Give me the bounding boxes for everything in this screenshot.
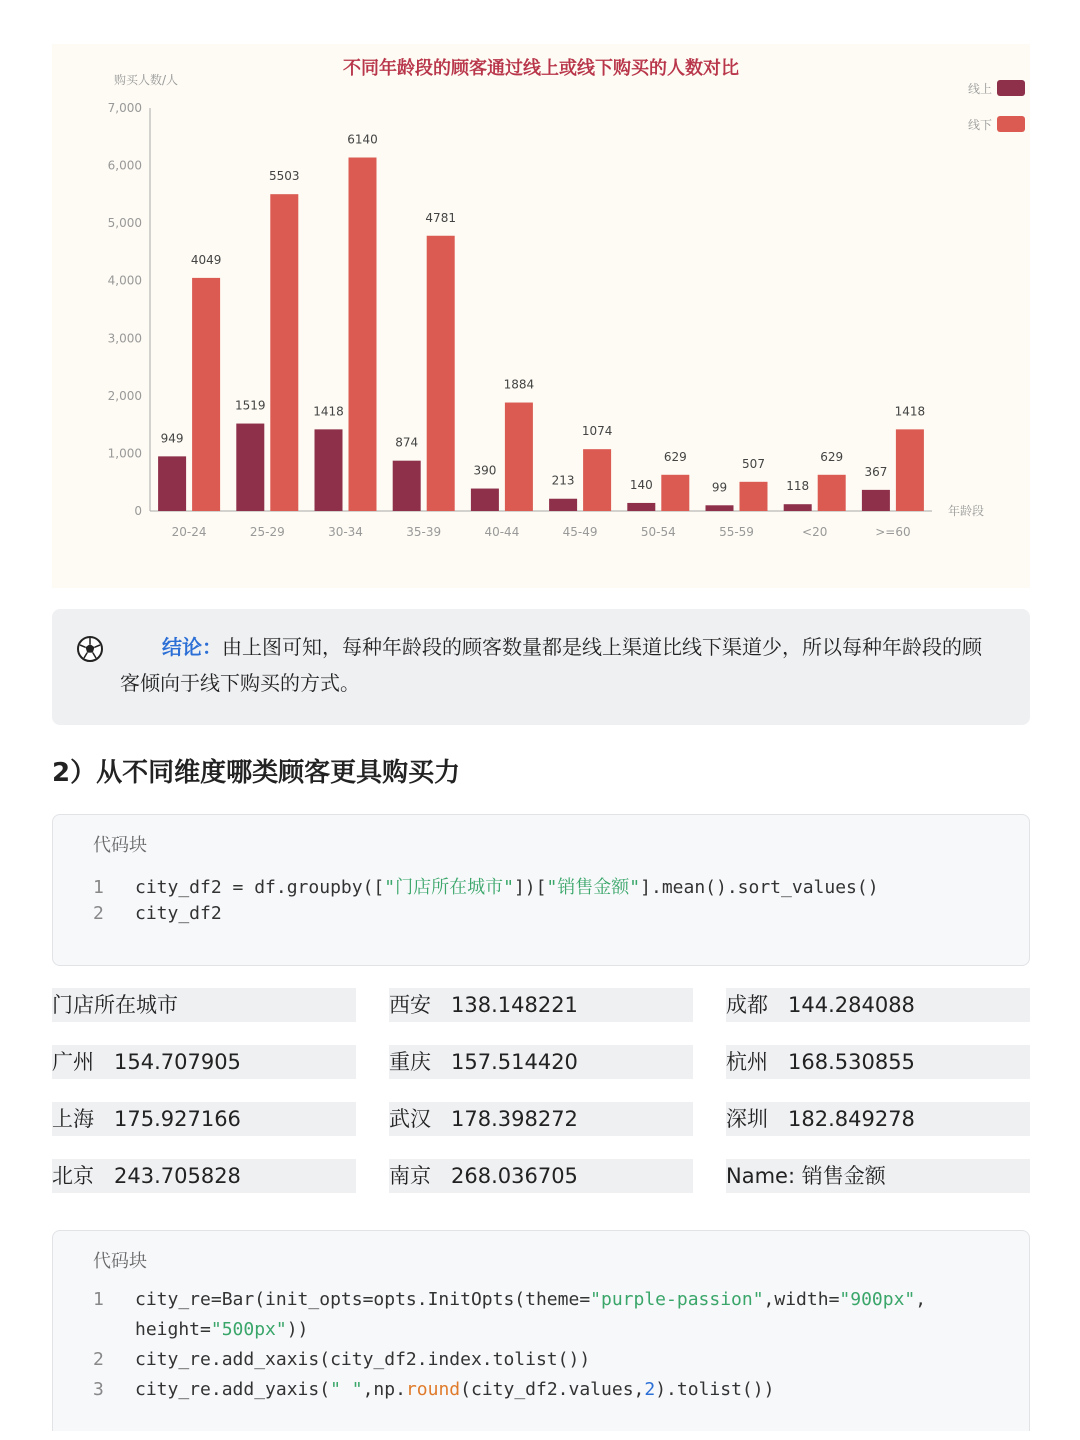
bar-offline (740, 482, 768, 511)
data-label: 874 (395, 435, 419, 450)
code-line (93, 903, 222, 924)
output-value: 178.398272 (451, 1107, 578, 1131)
output-key: 门店所在城市 (52, 993, 178, 1017)
bar-offline (192, 278, 220, 511)
output-value: 182.849278 (788, 1107, 915, 1131)
data-label: 1418 (313, 404, 344, 419)
x-tick-label: 35-39 (406, 525, 442, 539)
x-axis-title: 年龄段 (948, 504, 985, 518)
code-block-1 (52, 814, 1030, 966)
x-tick-label: 40-44 (484, 525, 520, 539)
code-block-title: 代码块 (93, 835, 147, 856)
data-label: 118 (786, 479, 810, 494)
y-axis-title: 购买人数/人 (114, 73, 179, 87)
data-label: 99 (711, 480, 728, 495)
output-cell (52, 1102, 356, 1136)
output-value: 138.148221 (451, 993, 578, 1017)
bar-online (158, 456, 186, 511)
y-tick-label: 2,000 (107, 388, 142, 403)
output-cell (389, 988, 693, 1022)
line-number: 1 (93, 877, 104, 898)
y-tick-label: 6,000 (107, 158, 142, 173)
bar-offline (661, 475, 689, 511)
output-key: 武汉 (389, 1107, 431, 1131)
output-cell (389, 1159, 693, 1193)
data-label: 1884 (503, 377, 535, 392)
output-cell (389, 1045, 693, 1079)
soccer-ball-icon (76, 635, 104, 663)
bar-online (471, 489, 499, 511)
conclusion-callout (52, 609, 1030, 725)
code-text: city_re.add_xaxis(city_df2.index.tolist()) (135, 1349, 591, 1370)
data-label: 1519 (235, 398, 266, 413)
x-tick-label: 55-59 (719, 525, 754, 539)
conclusion-label: 结论： (162, 635, 222, 659)
chart-title: 不同年龄段的顾客通过线上或线下购买的人数对比 (343, 58, 739, 79)
output-key: 广州 (52, 1050, 94, 1074)
data-label: 1418 (894, 404, 926, 419)
y-tick-label: 0 (134, 504, 142, 518)
code-line (93, 1289, 926, 1310)
chart-legend (968, 80, 1025, 132)
output-value: 175.927166 (114, 1107, 241, 1131)
output-cell (726, 1045, 1030, 1079)
x-tick-label: 20-24 (171, 525, 207, 539)
bar-online (784, 504, 812, 511)
code-line (93, 873, 879, 899)
x-tick-label: >=60 (875, 525, 911, 539)
x-tick-label: 25-29 (249, 525, 285, 539)
output-value: 168.530855 (788, 1050, 915, 1074)
output-key: Name: 销售金额 (726, 1164, 886, 1188)
chart-bars (158, 133, 925, 511)
bar-offline (505, 403, 533, 511)
line-number: 3 (93, 1379, 104, 1400)
output-cell (726, 1159, 1030, 1193)
x-tick-label: 50-54 (640, 525, 676, 539)
output-key: 深圳 (726, 1107, 768, 1131)
output-cell (52, 1045, 356, 1079)
data-label: 367 (864, 464, 888, 479)
output-key: 上海 (52, 1107, 94, 1131)
code-line (93, 1379, 774, 1400)
legend-label: 线上 (967, 82, 992, 96)
bar-online (236, 424, 264, 511)
code-text: city_df2 = df.groupby(["门店所在城市"])["销售金额"].mean().sort_values() (135, 877, 879, 898)
bar-online (393, 461, 421, 511)
y-tick-label: 4,000 (107, 273, 142, 288)
data-label: 629 (663, 449, 687, 464)
data-label: 213 (551, 473, 575, 488)
output-key: 杭州 (726, 1050, 768, 1074)
data-label: 949 (160, 431, 184, 446)
code-text: city_re.add_yaxis(" ",np.round(city_df2.values,2).tolist()) (135, 1379, 775, 1400)
code-line (93, 1319, 308, 1340)
bar-offline (583, 449, 611, 511)
bar-offline (896, 429, 924, 511)
bar-online (315, 429, 343, 511)
legend-label: 线下 (967, 118, 992, 132)
legend-swatch (997, 116, 1025, 132)
conclusion-body: 由上图可知，每种年龄段的顾客数量都是线上渠道比线下渠道少，所以每种年龄段的顾客倾向于线下购买的方式。 (120, 635, 982, 695)
output-key: 西安 (389, 993, 431, 1017)
code-text: city_re=Bar(init_opts=opts.InitOpts(theme="purple-passion",width="900px", (135, 1289, 927, 1310)
code-text: city_df2 (135, 903, 222, 924)
data-label: 4781 (425, 210, 456, 225)
chart-svg (52, 44, 1030, 588)
data-label: 1074 (581, 424, 613, 439)
bar-offline (349, 158, 377, 511)
bar-online (862, 490, 890, 511)
output-value: 154.707905 (114, 1050, 241, 1074)
y-tick-label: 7,000 (107, 101, 142, 115)
y-tick-label: 3,000 (107, 331, 142, 346)
y-tick-label: 1,000 (107, 446, 142, 461)
output-cell (726, 1102, 1030, 1136)
bar-online (706, 505, 734, 511)
output-value: 157.514420 (451, 1050, 578, 1074)
x-tick-label: 45-49 (562, 525, 598, 539)
output-key: 南京 (389, 1164, 431, 1188)
code-line (93, 1349, 590, 1370)
legend-swatch (997, 80, 1025, 96)
data-label: 4049 (190, 252, 222, 267)
data-label: 5503 (269, 169, 300, 184)
conclusion-text (120, 629, 1000, 701)
data-label: 507 (742, 456, 765, 471)
output-cell (52, 988, 356, 1022)
output-key: 重庆 (389, 1050, 431, 1074)
x-tick-label: <20 (802, 525, 828, 539)
output-cell (389, 1102, 693, 1136)
code-text: height="500px")) (135, 1319, 309, 1340)
output-key: 北京 (52, 1164, 94, 1188)
bar-offline (818, 475, 846, 511)
bar-offline (427, 236, 455, 511)
data-label: 390 (473, 463, 497, 478)
y-tick-label: 5,000 (107, 216, 142, 231)
output-value: 268.036705 (451, 1164, 578, 1188)
output-key: 成都 (726, 993, 768, 1017)
bar-offline (270, 194, 298, 511)
bar-online (627, 503, 655, 511)
data-label: 140 (629, 477, 653, 492)
line-number: 1 (93, 1289, 104, 1310)
output-cell (726, 988, 1030, 1022)
code-block-2 (52, 1230, 1030, 1431)
line-number: 2 (93, 1349, 104, 1370)
data-label: 6140 (347, 132, 378, 147)
output-cell (52, 1159, 356, 1193)
x-tick-label: 30-34 (328, 525, 363, 539)
bar-chart (52, 44, 1030, 588)
data-label: 629 (820, 449, 844, 464)
code-block-title: 代码块 (93, 1251, 147, 1272)
section-heading: 2）从不同维度哪类顾客更具购买力 (52, 758, 461, 788)
line-number: 2 (93, 903, 104, 924)
output-value: 144.284088 (788, 993, 915, 1017)
output-value: 243.705828 (114, 1164, 241, 1188)
bar-online (549, 499, 577, 511)
